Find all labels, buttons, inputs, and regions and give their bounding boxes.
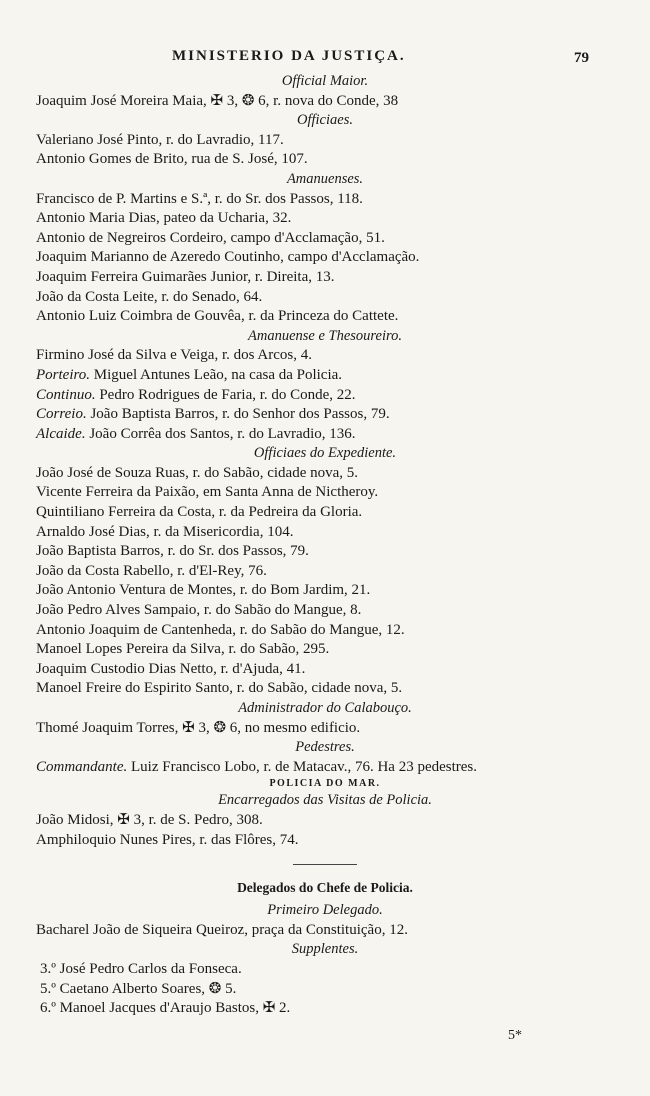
list-item: Francisco de P. Martins e S.ª, r. do Sr. dos Passos, 118. xyxy=(36,190,363,207)
list-item: 3.º José Pedro Carlos da Fonseca. xyxy=(40,960,242,977)
entry-text: Luiz Francisco Lobo, r. de Matacav., 76. Ha 23 pedestres. xyxy=(127,758,478,775)
role-label: Commandante. xyxy=(36,758,128,775)
section-heading: Encarregados das Visitas de Policia. xyxy=(218,792,432,809)
entry-text: Pedro Rodrigues de Faria, r. do Conde, 22. xyxy=(95,386,356,403)
list-item: Manoel Freire do Espirito Santo, r. do Sabão, cidade nova, 5. xyxy=(36,680,403,697)
list-item: Joaquim Ferreira Guimarães Junior, r. Direita, 13. xyxy=(36,268,335,285)
entry-text: João Baptista Barros, r. do Senhor dos Passos, 79. xyxy=(86,406,390,423)
section-heading: Primeiro Delegado. xyxy=(267,902,383,919)
subsection-title: POLICIA DO MAR. xyxy=(269,778,381,790)
list-item: 5.º Caetano Alberto Soares, ❂ 5. xyxy=(40,980,237,997)
list-item: Manoel Lopes Pereira da Silva, r. do Sabão, 295. xyxy=(36,641,330,658)
section-heading: Administrador do Calabouço. xyxy=(238,700,412,716)
list-item: 6.º Manoel Jacques d'Araujo Bastos, ✠ 2. xyxy=(40,1000,291,1017)
section-heading: Official Maior. xyxy=(281,73,369,89)
role-label: Alcaide. xyxy=(36,425,86,442)
list-item xyxy=(0,366,650,386)
list-item: Antonio Gomes de Brito, rua de S. José, 107. xyxy=(36,151,308,168)
section-divider xyxy=(293,864,357,865)
list-item: Vicente Ferreira da Paixão, em Santa Anna de Nictheroy. xyxy=(36,484,379,501)
list-item xyxy=(0,758,650,778)
role-label: Correio. xyxy=(36,406,87,423)
list-item: Firmino José da Silva e Veiga, r. dos Arcos, 4. xyxy=(36,347,312,364)
list-item: Bacharel João de Siqueira Queiroz, praça da Constituição, 12. xyxy=(36,921,408,938)
section-heading: Amanuense e Thesoureiro. xyxy=(248,327,402,344)
entry-text: Miguel Antunes Leão, na casa da Policia. xyxy=(90,366,343,383)
list-item xyxy=(0,386,650,406)
section-heading: Officiaes do Expediente. xyxy=(253,445,397,462)
list-item xyxy=(0,425,650,445)
page-number: 79 xyxy=(574,50,589,66)
list-item: João Midosi, ✠ 3, r. de S. Pedro, 308. xyxy=(36,811,263,828)
entry-text: João Corrêa dos Santos, r. do Lavradio, 136. xyxy=(85,425,356,442)
list-item: Antonio Luiz Coimbra de Gouvêa, r. da Princeza do Cattete. xyxy=(36,308,399,325)
section-heading: Amanuenses. xyxy=(286,170,364,187)
section-heading: Supplentes. xyxy=(291,941,359,958)
section-title: Delegados do Chefe de Policia. xyxy=(237,880,413,896)
list-item: João da Costa Rabello, r. d'El-Rey, 76. xyxy=(36,562,267,579)
list-item: Joaquim Marianno de Azeredo Coutinho, campo d'Acclamação. xyxy=(36,249,420,266)
list-item: Quintiliano Ferreira da Costa, r. da Pedreira da Gloria. xyxy=(36,504,363,521)
role-label: Continuo. xyxy=(36,386,96,403)
role-label: Porteiro. xyxy=(36,366,91,383)
list-item: Joaquim Custodio Dias Netto, r. d'Ajuda, 41. xyxy=(36,660,306,677)
list-item: Antonio Maria Dias, pateo da Ucharia, 32. xyxy=(36,210,292,227)
list-item: Joaquim José Moreira Maia, ✠ 3, ❂ 6, r. nova do Conde, 38 xyxy=(36,92,399,109)
section-heading: Officiaes. xyxy=(297,112,353,129)
document-body xyxy=(0,72,650,1019)
list-item: João Antonio Ventura de Montes, r. do Bom Jardim, 21. xyxy=(36,582,371,599)
list-item: Antonio de Negreiros Cordeiro, campo d'Acclamação, 51. xyxy=(36,229,385,246)
list-item xyxy=(0,405,650,425)
list-item: João Baptista Barros, r. do Sr. dos Passos, 79. xyxy=(36,543,309,560)
section-heading: Pedestres. xyxy=(295,739,355,756)
signature-mark: 5* xyxy=(508,1028,522,1043)
list-item: Valeriano José Pinto, r. do Lavradio, 117. xyxy=(36,131,284,148)
page-header xyxy=(0,48,650,70)
list-item: Antonio Joaquim de Cantenheda, r. do Sabão do Mangue, 12. xyxy=(36,621,405,638)
list-item: João José de Souza Ruas, r. do Sabão, cidade nova, 5. xyxy=(36,464,359,481)
list-item: Thomé Joaquim Torres, ✠ 3, ❂ 6, no mesmo edificio. xyxy=(36,719,361,736)
list-item: Amphiloquio Nunes Pires, r. das Flôres, 74. xyxy=(36,831,299,848)
list-item: Arnaldo José Dias, r. da Misericordia, 104. xyxy=(36,523,294,540)
list-item: João da Costa Leite, r. do Senado, 64. xyxy=(36,288,263,305)
running-head: MINISTERIO DA JUSTIÇA. xyxy=(172,48,406,64)
list-item: João Pedro Alves Sampaio, r. do Sabão do Mangue, 8. xyxy=(36,602,362,619)
